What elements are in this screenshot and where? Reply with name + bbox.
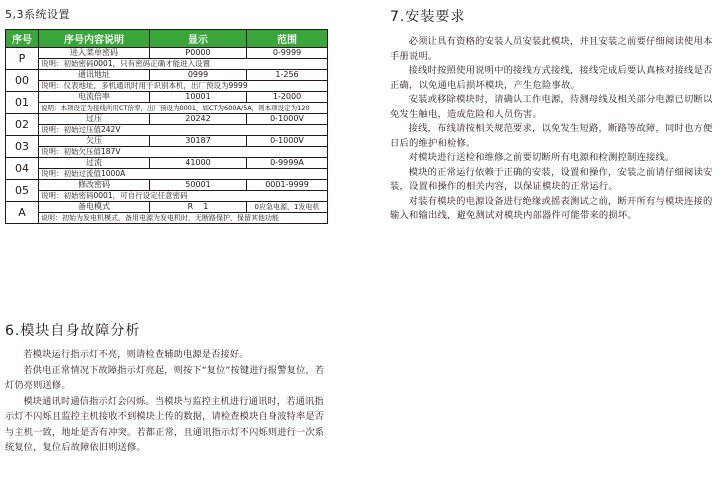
- row-display: 10001: [150, 92, 247, 103]
- header-description: 序号内容说明: [39, 30, 150, 48]
- row-name: 备电模式: [39, 202, 150, 213]
- section-7-paragraph: 对装有模块的电源设备进行绝缘或摇表测试之前，断开所有与模块连接的输入和输出线，避免测试对模块内部器件可能带来的损坏。: [390, 195, 713, 221]
- row-range: 1-256: [247, 70, 328, 81]
- table-note-row: [6, 59, 328, 70]
- row-display: 30187: [150, 136, 247, 147]
- row-name: 修改密码: [39, 180, 150, 191]
- row-note: 说明：初始密码0001，可自行设定任意密码: [39, 191, 328, 202]
- row-name: 过压: [39, 114, 150, 125]
- row-display: 41000: [150, 158, 247, 169]
- row-range: 1-2000: [247, 92, 328, 103]
- section-7-paragraph: 接线时按照使用说明中的接线方式接线，接线完成后要认真核对接线是否正确，以免通电后损坏模块，产生危险事故。: [390, 65, 713, 91]
- table-row: [6, 202, 328, 213]
- header-range: 范围: [247, 30, 328, 48]
- table-note-row: [6, 213, 328, 224]
- table-row: [6, 92, 328, 103]
- table-note-row: [6, 103, 328, 114]
- row-note: 说明：仪表地址，多机通讯时用于识别本机，出厂预设为9999: [39, 81, 328, 92]
- header-code: 序号: [6, 30, 39, 48]
- row-range: 0-9999A: [247, 158, 328, 169]
- table-row: [6, 158, 328, 169]
- header-display: 显示: [150, 30, 247, 48]
- row-code: 04: [6, 158, 39, 180]
- row-range: 0001-9999: [247, 180, 328, 191]
- row-note: 说明：初始密码0001，只有密码正确才能进入设置: [39, 59, 328, 70]
- table-row: [6, 136, 328, 147]
- table-header-row: [6, 30, 328, 48]
- row-name: 过流: [39, 158, 150, 169]
- row-name: 进入菜单密码: [39, 48, 150, 59]
- row-code: 01: [6, 92, 39, 114]
- row-code: 03: [6, 136, 39, 158]
- row-code: 00: [6, 70, 39, 92]
- row-note: 说明：初始欠压值187V: [39, 147, 328, 158]
- row-display: 50001: [150, 180, 247, 191]
- row-name: 欠压: [39, 136, 150, 147]
- section-7-paragraph: 安装或移除模块时，请确认工作电源，待测母线及相关部分电源已切断以免发生触电，造成危险和人员伤害。: [390, 94, 713, 120]
- row-display: P0000: [150, 48, 247, 59]
- table-note-row: [6, 125, 328, 136]
- section-5-3-title: 5,3系统设置: [5, 8, 70, 21]
- section-7-paragraph: 必须让具有资格的安装人员安装此模块，并且安装之前要仔细阅读使用本手册说明。: [390, 36, 713, 62]
- section-7-paragraph: 对模块进行送检和维修之前要切断所有电源和检测控制连接线。: [408, 152, 675, 163]
- section-7: [390, 6, 715, 224]
- row-code: A: [6, 202, 39, 224]
- table-note-row: [6, 147, 328, 158]
- row-range: 0-1000V: [247, 114, 328, 125]
- row-display: R 1: [150, 202, 247, 213]
- table-row: [6, 180, 328, 191]
- table-note-row: [6, 191, 328, 202]
- section-7-paragraph: 接线，布线请按相关规范要求，以免发生短路，断路等故障，同时也方便日后的维护和检修。: [390, 123, 713, 149]
- section-6-paragraph: 若供电正常情况下故障指示灯亮起，则按下“复位”按键进行报警复位，若灯仍亮则送修。: [5, 364, 325, 391]
- section-6-paragraph: 若模块运行指示灯不亮，则请检查辅助电源是否接好。: [23, 349, 249, 360]
- section-6: [5, 320, 325, 456]
- section-7-title: 7.安装要求: [390, 9, 466, 25]
- table-note-row: [6, 81, 328, 92]
- table-note-row: [6, 169, 328, 180]
- row-note: 说明：本项设定为接线所用CT倍率，出厂预设为0001，如CT为600A/5A，则本项设定为120: [39, 103, 328, 114]
- row-code: 02: [6, 114, 39, 136]
- section-6-title: 6.模块自身故障分析: [5, 323, 141, 339]
- row-display: 20242: [150, 114, 247, 125]
- table-row: [6, 114, 328, 125]
- row-range: 0应急电源，1发电机: [247, 202, 328, 213]
- row-range: 0-9999: [247, 48, 328, 59]
- row-name: 通讯地址: [39, 70, 150, 81]
- left-column: [5, 6, 327, 224]
- section-7-paragraph: 模块的正常运行依赖于正确的安装，设置和操作，安装之前请仔细阅读安装，设置和操作的相关内容，以保证模块的正常运行。: [390, 166, 713, 192]
- row-note: 说明：初始过流值1000A: [39, 169, 328, 180]
- row-name: 电流倍率: [39, 92, 150, 103]
- row-note: 说明：初始为发电机模式，备用电源为发电机时，无断路保护，保留其他功能: [39, 213, 328, 224]
- table-row: [6, 48, 328, 59]
- row-code: 05: [6, 180, 39, 202]
- row-code: P: [6, 48, 39, 70]
- row-display: 0999: [150, 70, 247, 81]
- row-note: 说明：初始过压值242V: [39, 125, 328, 136]
- table-row: [6, 70, 328, 81]
- system-settings-table: [5, 29, 328, 224]
- row-range: 0-1000V: [247, 136, 328, 147]
- section-6-paragraph: 模块通讯时通信指示灯会闪烁。当模块与监控主机进行通讯时，若通讯指示灯不闪烁且监控主机接收不到模块上传的数据，请检查模块自身波特率是否与主机一致，地址是否有冲突。若都正常，且通讯指示灯不闪烁则进行一次系统复位，复位后故障依旧则送修。: [5, 395, 325, 453]
